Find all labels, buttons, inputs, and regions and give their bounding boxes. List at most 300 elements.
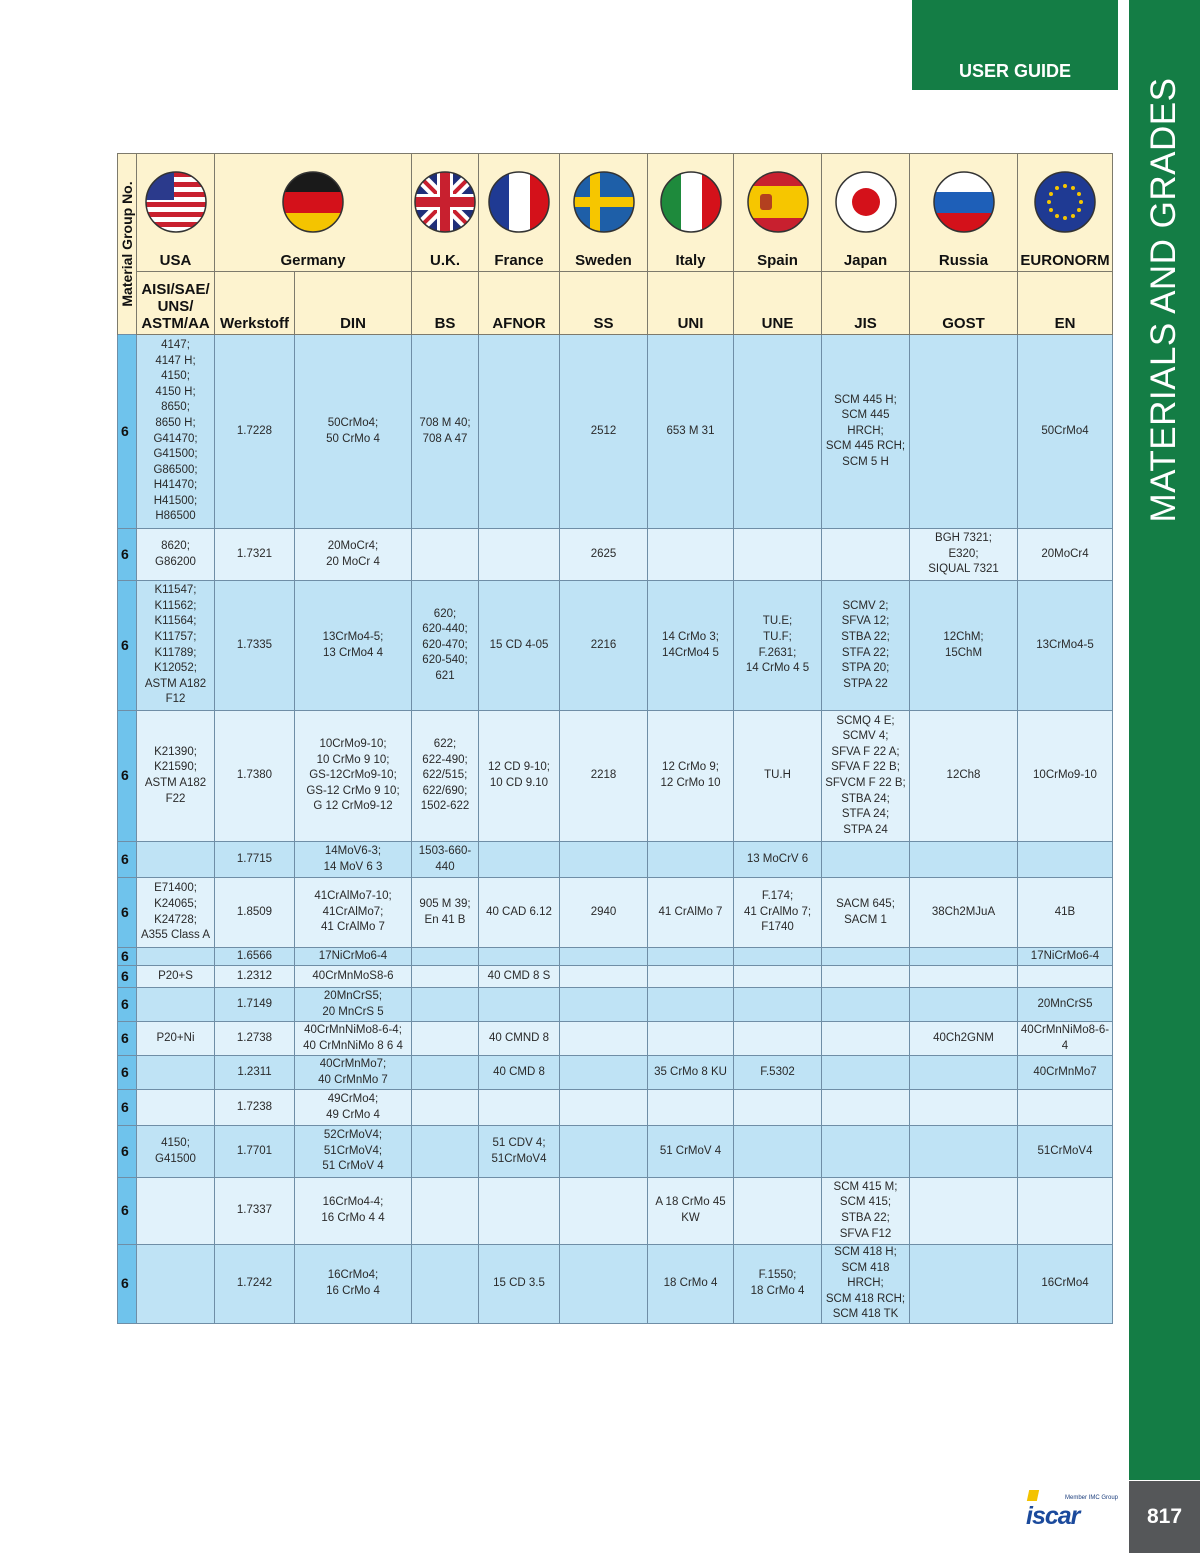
din-value: 16CrMo4; 16 CrMo 4 bbox=[326, 1269, 380, 1297]
cell-aisi bbox=[137, 1178, 215, 1245]
country-usa: USA bbox=[137, 249, 215, 272]
standard-jis: JIS bbox=[822, 272, 910, 335]
aisi-value: 8620; G86200 bbox=[155, 539, 196, 568]
standard-afnor: AFNOR bbox=[479, 272, 560, 335]
jis-value: SCMQ 4 E; SCMV 4; SFVA F 22 A; SFVA F 22 B; SFVCM F 22 B; STBA 24; STFA 24; STPA 24 bbox=[825, 714, 906, 836]
group-value: 6 bbox=[121, 1029, 129, 1046]
cell-une bbox=[734, 988, 822, 1022]
cell-jis bbox=[822, 711, 910, 842]
cell-bs bbox=[412, 966, 479, 988]
cell-uni bbox=[648, 1056, 734, 1090]
cell-uni bbox=[648, 529, 734, 581]
cell-gost bbox=[910, 988, 1018, 1022]
jis-value: SACM 645; SACM 1 bbox=[836, 897, 895, 926]
cell-ss bbox=[560, 988, 648, 1022]
cell-uni bbox=[648, 948, 734, 966]
usa-flag-icon bbox=[144, 170, 208, 234]
werkstoff-value: 1.7335 bbox=[236, 638, 273, 651]
cell-uni bbox=[648, 1022, 734, 1056]
afnor-value: 40 CMD 8 bbox=[493, 1065, 545, 1078]
standard-din: DIN bbox=[295, 272, 412, 335]
werkstoff-value: 1.7149 bbox=[236, 997, 273, 1010]
cell-en bbox=[1018, 1056, 1113, 1090]
din-value: 14MoV6-3; 14 MoV 6 3 bbox=[323, 844, 383, 873]
cell-bs bbox=[412, 1056, 479, 1090]
afnor-value: 15 CD 3.5 bbox=[493, 1277, 545, 1290]
cell-aisi bbox=[137, 1022, 215, 1056]
gost-value: 12ChM; 15ChM bbox=[943, 630, 984, 659]
cell-werkstoff bbox=[215, 711, 295, 842]
cell-ss bbox=[560, 948, 648, 966]
cell-werkstoff bbox=[215, 1090, 295, 1126]
spain-flag-icon bbox=[746, 170, 810, 234]
din-value: 41CrAlMo7-10; 41CrAlMo7; 41 CrAlMo 7 bbox=[314, 890, 392, 934]
country-germany: Germany bbox=[215, 249, 412, 272]
cell-werkstoff bbox=[215, 1126, 295, 1178]
cell-gost bbox=[910, 948, 1018, 966]
group-value: 6 bbox=[121, 422, 129, 439]
country-spain: Spain bbox=[734, 249, 822, 272]
din-value: 20MnCrS5; 20 MnCrS 5 bbox=[322, 989, 384, 1018]
flag-cell-italy bbox=[648, 154, 734, 250]
cell-gost bbox=[910, 1245, 1018, 1324]
uni-value: 41 CrAlMo 7 bbox=[658, 905, 723, 918]
ss-value: 2940 bbox=[590, 905, 617, 918]
cell-uni bbox=[648, 842, 734, 878]
werkstoff-value: 1.7715 bbox=[236, 852, 273, 865]
cell-une bbox=[734, 966, 822, 988]
ss-value: 2625 bbox=[590, 547, 617, 560]
sweden-flag-icon bbox=[572, 170, 636, 234]
group-value: 6 bbox=[121, 1202, 129, 1219]
werkstoff-value: 1.7337 bbox=[236, 1204, 273, 1217]
cell-werkstoff bbox=[215, 948, 295, 966]
werkstoff-value: 1.7380 bbox=[236, 769, 273, 782]
cell-uni bbox=[648, 966, 734, 988]
cell-aisi bbox=[137, 529, 215, 581]
cell-jis bbox=[822, 1178, 910, 1245]
cell-jis bbox=[822, 581, 910, 711]
aisi-value: 4150; G41500 bbox=[155, 1136, 196, 1165]
group-value: 6 bbox=[121, 1098, 129, 1115]
afnor-value: 40 CAD 6.12 bbox=[486, 905, 552, 918]
gost-value: 12Ch8 bbox=[946, 769, 981, 782]
cell-werkstoff bbox=[215, 1022, 295, 1056]
group-value: 6 bbox=[121, 636, 129, 653]
cell-en bbox=[1018, 1022, 1113, 1056]
werkstoff-value: 1.6566 bbox=[236, 949, 273, 962]
cell-ss bbox=[560, 711, 648, 842]
cell-une bbox=[734, 335, 822, 529]
jis-value: SCMV 2; SFVA 12; STBA 22; STFA 22; STPA 20; STPA 22 bbox=[841, 599, 890, 690]
table-row bbox=[118, 1022, 1113, 1056]
din-value: 50CrMo4; 50 CrMo 4 bbox=[326, 416, 380, 445]
group-value: 6 bbox=[121, 767, 129, 784]
cell-en bbox=[1018, 842, 1113, 878]
aisi-value: K21390; K21590; ASTM A182 F22 bbox=[144, 745, 207, 805]
table-body bbox=[118, 335, 1113, 1324]
page-number: 817 bbox=[1129, 1481, 1200, 1553]
country-sweden: Sweden bbox=[560, 249, 648, 272]
cell-group bbox=[118, 1090, 137, 1126]
cell-bs bbox=[412, 1022, 479, 1056]
japan-flag-icon bbox=[834, 170, 898, 234]
standard-uni: UNI bbox=[648, 272, 734, 335]
en-value: 20MnCrS5 bbox=[1037, 997, 1093, 1010]
werkstoff-value: 1.2738 bbox=[236, 1031, 273, 1044]
country-france: France bbox=[479, 249, 560, 272]
cell-jis bbox=[822, 966, 910, 988]
cell-ss bbox=[560, 878, 648, 948]
cell-uni bbox=[648, 988, 734, 1022]
cell-afnor bbox=[479, 1126, 560, 1178]
cell-une bbox=[734, 948, 822, 966]
en-value: 13CrMo4-5 bbox=[1036, 638, 1094, 651]
cell-ss bbox=[560, 335, 648, 529]
cell-une bbox=[734, 1022, 822, 1056]
cell-gost bbox=[910, 1056, 1018, 1090]
en-value: 51CrMoV4 bbox=[1037, 1144, 1093, 1157]
werkstoff-value: 1.7238 bbox=[236, 1100, 273, 1113]
une-value: TU.E; TU.F; F.2631; 14 CrMo 4 5 bbox=[745, 615, 810, 675]
afnor-value: 40 CMD 8 S bbox=[487, 969, 551, 982]
cell-afnor bbox=[479, 711, 560, 842]
cell-ss bbox=[560, 1245, 648, 1324]
une-value: F.174; 41 CrAlMo 7; F1740 bbox=[743, 890, 812, 934]
en-value: 41B bbox=[1054, 905, 1076, 918]
gost-value: 38Ch2MJuA bbox=[931, 905, 996, 918]
cell-werkstoff bbox=[215, 1245, 295, 1324]
table-row bbox=[118, 948, 1113, 966]
table-row bbox=[118, 529, 1113, 581]
cell-gost bbox=[910, 529, 1018, 581]
afnor-value: 15 CD 4-05 bbox=[489, 638, 549, 651]
ss-value: 2512 bbox=[590, 424, 617, 437]
uni-value: A 18 CrMo 45 KW bbox=[655, 1196, 726, 1224]
aisi-value: E71400; K24065; K24728; A355 Class A bbox=[140, 882, 211, 942]
cell-une bbox=[734, 581, 822, 711]
bs-value: 1503-660- 440 bbox=[418, 844, 472, 873]
din-value: 40CrMnMoS8-6 bbox=[312, 969, 394, 982]
cell-group bbox=[118, 1126, 137, 1178]
germany-flag-icon bbox=[281, 170, 345, 234]
cell-aisi bbox=[137, 966, 215, 988]
cell-werkstoff bbox=[215, 878, 295, 948]
cell-gost bbox=[910, 1022, 1018, 1056]
cell-bs bbox=[412, 711, 479, 842]
table-row bbox=[118, 988, 1113, 1022]
ss-value: 2216 bbox=[590, 638, 617, 651]
eu-flag-icon bbox=[1033, 170, 1097, 234]
cell-aisi bbox=[137, 988, 215, 1022]
afnor-value: 12 CD 9-10; 10 CD 9.10 bbox=[487, 761, 550, 789]
cell-en bbox=[1018, 1178, 1113, 1245]
cell-uni bbox=[648, 335, 734, 529]
cell-group bbox=[118, 948, 137, 966]
cell-group bbox=[118, 581, 137, 711]
cell-bs bbox=[412, 1090, 479, 1126]
cell-group bbox=[118, 1178, 137, 1245]
cell-din bbox=[295, 842, 412, 878]
cell-bs bbox=[412, 1178, 479, 1245]
cell-uni bbox=[648, 1178, 734, 1245]
cell-gost bbox=[910, 581, 1018, 711]
cell-bs bbox=[412, 1245, 479, 1324]
werkstoff-value: 1.7701 bbox=[236, 1144, 273, 1157]
cell-din bbox=[295, 335, 412, 529]
cell-werkstoff bbox=[215, 529, 295, 581]
table-row bbox=[118, 878, 1113, 948]
table-row bbox=[118, 1178, 1113, 1245]
cell-aisi bbox=[137, 948, 215, 966]
table-row bbox=[118, 581, 1113, 711]
cell-din bbox=[295, 581, 412, 711]
country-italy: Italy bbox=[648, 249, 734, 272]
bs-value: 905 M 39; En 41 B bbox=[419, 897, 471, 926]
cell-ss bbox=[560, 1178, 648, 1245]
country-uk: U.K. bbox=[412, 249, 479, 272]
cell-en bbox=[1018, 1090, 1113, 1126]
cell-uni bbox=[648, 711, 734, 842]
cell-din bbox=[295, 966, 412, 988]
cell-une bbox=[734, 1178, 822, 1245]
section-title-text: MATERIALS AND GRADES bbox=[1144, 77, 1183, 523]
din-value: 17NiCrMo6-4 bbox=[318, 949, 388, 962]
cell-en bbox=[1018, 335, 1113, 529]
group-value: 6 bbox=[121, 947, 129, 964]
cell-afnor bbox=[479, 1090, 560, 1126]
flag-cell-spain bbox=[734, 154, 822, 250]
logo-brand-text: iscar bbox=[1026, 1502, 1080, 1530]
cell-gost bbox=[910, 1126, 1018, 1178]
cell-une bbox=[734, 529, 822, 581]
cell-din bbox=[295, 711, 412, 842]
cell-din bbox=[295, 948, 412, 966]
cell-bs bbox=[412, 529, 479, 581]
cell-ss bbox=[560, 581, 648, 711]
cell-en bbox=[1018, 1126, 1113, 1178]
cell-werkstoff bbox=[215, 988, 295, 1022]
cell-uni bbox=[648, 1245, 734, 1324]
afnor-value: 40 CMND 8 bbox=[488, 1031, 550, 1044]
group-value: 6 bbox=[121, 967, 129, 984]
une-value: 13 MoCrV 6 bbox=[746, 852, 809, 865]
werkstoff-value: 1.7242 bbox=[236, 1277, 273, 1290]
cell-en bbox=[1018, 988, 1113, 1022]
gost-value: BGH 7321; E320; SIQUAL 7321 bbox=[928, 532, 999, 576]
cell-une bbox=[734, 711, 822, 842]
group-value: 6 bbox=[121, 995, 129, 1012]
cell-gost bbox=[910, 966, 1018, 988]
din-value: 40CrMnNiMo8-6-4; 40 CrMnNiMo 8 6 4 bbox=[303, 1023, 403, 1052]
uni-value: 35 CrMo 8 KU bbox=[654, 1065, 727, 1078]
ss-value: 2218 bbox=[590, 769, 617, 782]
flag-cell-eu bbox=[1018, 154, 1113, 250]
cell-jis bbox=[822, 948, 910, 966]
cell-gost bbox=[910, 335, 1018, 529]
materials-table bbox=[117, 153, 1113, 1324]
cell-aisi bbox=[137, 711, 215, 842]
cell-ss bbox=[560, 1022, 648, 1056]
cell-ss bbox=[560, 966, 648, 988]
cell-en bbox=[1018, 948, 1113, 966]
table-row bbox=[118, 335, 1113, 529]
cell-en bbox=[1018, 711, 1113, 842]
cell-group bbox=[118, 529, 137, 581]
group-header-text: Material Group No. bbox=[119, 181, 135, 307]
cell-ss bbox=[560, 529, 648, 581]
logo-member-text: Member IMC Group bbox=[1064, 1495, 1118, 1501]
standard-gost: GOST bbox=[910, 272, 1018, 335]
cell-ss bbox=[560, 1126, 648, 1178]
group-value: 6 bbox=[121, 850, 129, 867]
din-value: 20MoCr4; 20 MoCr 4 bbox=[326, 539, 380, 568]
en-value: 20MoCr4 bbox=[1041, 547, 1089, 560]
cell-bs bbox=[412, 335, 479, 529]
cell-bs bbox=[412, 581, 479, 711]
cell-gost bbox=[910, 842, 1018, 878]
cell-afnor bbox=[479, 335, 560, 529]
flag-cell-russia bbox=[910, 154, 1018, 250]
werkstoff-value: 1.2311 bbox=[237, 1065, 272, 1078]
group-value: 6 bbox=[121, 1063, 129, 1080]
en-value: 50CrMo4 bbox=[1041, 424, 1089, 437]
cell-une bbox=[734, 1245, 822, 1324]
cell-din bbox=[295, 878, 412, 948]
table-row bbox=[118, 1126, 1113, 1178]
cell-aisi bbox=[137, 1245, 215, 1324]
uni-value: 18 CrMo 4 bbox=[663, 1277, 718, 1290]
din-value: 40CrMnMo7; 40 CrMnMo 7 bbox=[318, 1057, 388, 1086]
din-value: 13CrMo4-5; 13 CrMo4 4 bbox=[322, 630, 384, 659]
group-value: 6 bbox=[121, 545, 129, 562]
cell-aisi bbox=[137, 1126, 215, 1178]
country-russia: Russia bbox=[910, 249, 1018, 272]
cell-afnor bbox=[479, 1178, 560, 1245]
france-flag-icon bbox=[487, 170, 551, 234]
cell-ss bbox=[560, 1056, 648, 1090]
cell-afnor bbox=[479, 878, 560, 948]
cell-bs bbox=[412, 842, 479, 878]
din-value: 10CrMo9-10; 10 CrMo 9 10; GS-12CrMo9-10; GS-12 CrMo 9 10; G 12 CrMo9-12 bbox=[306, 738, 400, 813]
section-title bbox=[1129, 0, 1200, 1480]
en-value: 40CrMnMo7 bbox=[1033, 1065, 1097, 1078]
jis-value: SCM 445 H; SCM 445 HRCH; SCM 445 RCH; SCM 5 H bbox=[825, 393, 906, 468]
cell-werkstoff bbox=[215, 335, 295, 529]
uni-value: 12 CrMo 9; 12 CrMo 10 bbox=[660, 761, 721, 789]
italy-flag-icon bbox=[659, 170, 723, 234]
aisi-value: 4147; 4147 H; 4150; 4150 H; 8650; 8650 H; G41470; G41500; G86500; H41470; H41500; H86500 bbox=[153, 338, 198, 523]
en-value: 17NiCrMo6-4 bbox=[1030, 949, 1100, 962]
cell-en bbox=[1018, 878, 1113, 948]
uni-value: 51 CrMoV 4 bbox=[659, 1144, 722, 1157]
cell-din bbox=[295, 1090, 412, 1126]
cell-jis bbox=[822, 878, 910, 948]
une-value: F.5302 bbox=[760, 1065, 795, 1078]
cell-jis bbox=[822, 1056, 910, 1090]
cell-afnor bbox=[479, 1056, 560, 1090]
cell-group bbox=[118, 842, 137, 878]
cell-werkstoff bbox=[215, 966, 295, 988]
cell-une bbox=[734, 842, 822, 878]
flag-cell-usa bbox=[137, 154, 215, 250]
flag-cell-uk bbox=[412, 154, 479, 250]
bs-value: 622; 622-490; 622/515; 622/690; 1502-622 bbox=[420, 738, 470, 813]
cell-jis bbox=[822, 988, 910, 1022]
cell-jis bbox=[822, 1245, 910, 1324]
cell-gost bbox=[910, 711, 1018, 842]
table-row bbox=[118, 1090, 1113, 1126]
cell-werkstoff bbox=[215, 1178, 295, 1245]
cell-uni bbox=[648, 878, 734, 948]
en-value: 16CrMo4 bbox=[1041, 1277, 1089, 1290]
country-japan: Japan bbox=[822, 249, 910, 272]
cell-afnor bbox=[479, 581, 560, 711]
group-value: 6 bbox=[121, 1275, 129, 1292]
cell-en bbox=[1018, 581, 1113, 711]
cell-group bbox=[118, 878, 137, 948]
une-value: TU.H bbox=[764, 769, 791, 782]
cell-une bbox=[734, 878, 822, 948]
cell-gost bbox=[910, 1178, 1018, 1245]
cell-group bbox=[118, 1022, 137, 1056]
jis-value: SCM 415 M; SCM 415; STBA 22; SFVA F12 bbox=[833, 1180, 898, 1240]
cell-jis bbox=[822, 529, 910, 581]
iscar-logo bbox=[1026, 1490, 1122, 1530]
flag-cell-japan bbox=[822, 154, 910, 250]
cell-une bbox=[734, 1126, 822, 1178]
uk-flag-icon bbox=[413, 170, 477, 234]
cell-une bbox=[734, 1056, 822, 1090]
cell-werkstoff bbox=[215, 581, 295, 711]
cell-din bbox=[295, 1022, 412, 1056]
en-value: 40CrMnNiMo8-6-4 bbox=[1020, 1023, 1110, 1052]
en-value: 10CrMo9-10 bbox=[1033, 769, 1097, 782]
cell-aisi bbox=[137, 335, 215, 529]
cell-jis bbox=[822, 842, 910, 878]
flag-cell-sweden bbox=[560, 154, 648, 250]
cell-aisi bbox=[137, 878, 215, 948]
bs-value: 708 M 40; 708 A 47 bbox=[419, 416, 471, 445]
cell-en bbox=[1018, 966, 1113, 988]
cell-afnor bbox=[479, 966, 560, 988]
cell-afnor bbox=[479, 988, 560, 1022]
cell-jis bbox=[822, 1090, 910, 1126]
standard-bs: BS bbox=[412, 272, 479, 335]
cell-afnor bbox=[479, 1245, 560, 1324]
cell-din bbox=[295, 988, 412, 1022]
cell-group bbox=[118, 1245, 137, 1324]
cell-uni bbox=[648, 1126, 734, 1178]
cell-en bbox=[1018, 529, 1113, 581]
cell-din bbox=[295, 1056, 412, 1090]
cell-werkstoff bbox=[215, 842, 295, 878]
werkstoff-value: 1.8509 bbox=[236, 905, 273, 918]
cell-jis bbox=[822, 335, 910, 529]
gost-value: 40Ch2GNM bbox=[933, 1031, 994, 1044]
cell-aisi bbox=[137, 1056, 215, 1090]
russia-flag-icon bbox=[932, 170, 996, 234]
bs-value: 620; 620-440; 620-470; 620-540; 621 bbox=[422, 607, 468, 682]
cell-bs bbox=[412, 878, 479, 948]
standard-une: UNE bbox=[734, 272, 822, 335]
cell-ss bbox=[560, 842, 648, 878]
cell-din bbox=[295, 1245, 412, 1324]
user-guide-tab: USER GUIDE bbox=[912, 0, 1118, 90]
cell-jis bbox=[822, 1022, 910, 1056]
table-row bbox=[118, 1245, 1113, 1324]
group-value: 6 bbox=[121, 1142, 129, 1159]
